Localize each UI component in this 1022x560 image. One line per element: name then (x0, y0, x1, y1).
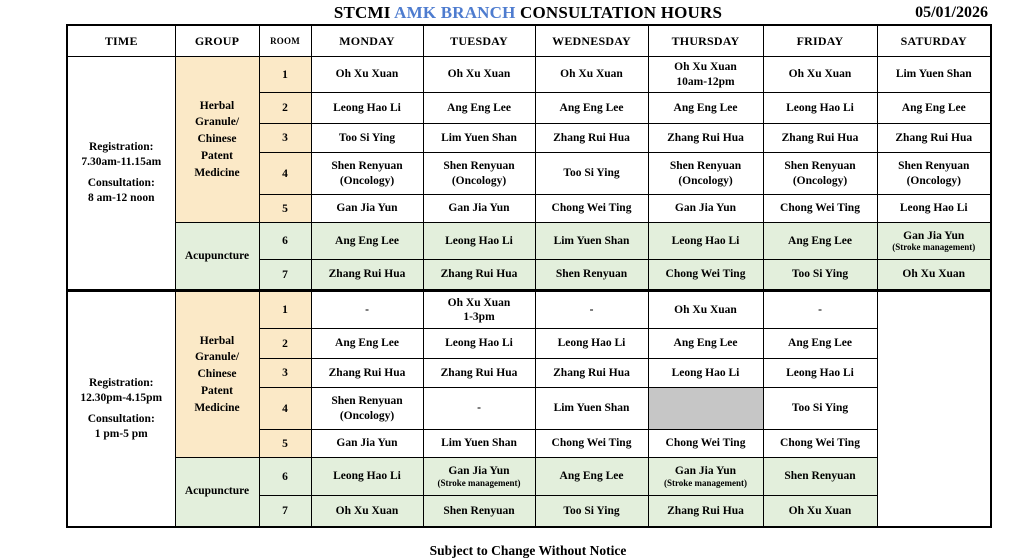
room-number: 7 (259, 260, 311, 291)
room-number: 7 (259, 496, 311, 527)
col-header-saturday: SATURDAY (877, 25, 991, 57)
schedule-cell: Zhang Rui Hua (311, 359, 423, 388)
group-acupuncture-afternoon: Acupuncture (175, 458, 259, 527)
schedule-cell: Zhang Rui Hua (423, 359, 535, 388)
room-number: 1 (259, 291, 311, 329)
schedule-cell: Oh Xu Xuan 1-3pm (423, 291, 535, 329)
schedule-cell: Shen Renyuan (Oncology) (763, 153, 877, 195)
col-header-time: TIME (67, 25, 175, 57)
schedule-cell: Oh Xu Xuan (311, 57, 423, 93)
schedule-cell: Oh Xu Xuan (423, 57, 535, 93)
schedule-cell: Oh Xu Xuan 10am-12pm (648, 57, 763, 93)
schedule-cell: Gan Jia Yun (311, 195, 423, 223)
schedule-cell: Leong Hao Li (423, 223, 535, 260)
consultation-time: 8 am-12 noon (88, 191, 155, 204)
registration-time: 7.30am-11.15am (81, 156, 162, 169)
table-row (67, 57, 991, 93)
schedule-cell: Zhang Rui Hua (423, 260, 535, 291)
footer-notice: Subject to Change Without Notice (429, 542, 627, 558)
schedule-cell: - (311, 291, 423, 329)
schedule-cell: Shen Renyuan (Oncology) (311, 153, 423, 195)
schedule-cell: Shen Renyuan (535, 260, 648, 291)
room-number: 6 (259, 458, 311, 496)
consultation-label: Consultation: (87, 412, 155, 425)
col-header-room: ROOM (259, 25, 311, 57)
table-row (67, 458, 991, 496)
schedule-cell: Shen Renyuan (423, 496, 535, 527)
schedule-cell: Zhang Rui Hua (877, 124, 991, 153)
schedule-cell: Oh Xu Xuan (763, 57, 877, 93)
schedule-cell: Lim Yuen Shan (423, 430, 535, 458)
schedule-cell: Leong Hao Li (877, 195, 991, 223)
schedule-cell: Oh Xu Xuan (763, 496, 877, 527)
time-slot-morning (67, 57, 175, 291)
registration-label: Registration: (88, 141, 154, 154)
schedule-cell: Shen Renyuan (Oncology) (311, 388, 423, 430)
schedule-cell: Ang Eng Lee (535, 93, 648, 124)
col-header-friday: FRIDAY (763, 25, 877, 57)
schedule-cell: Chong Wei Ting (763, 195, 877, 223)
schedule-cell: Oh Xu Xuan (535, 57, 648, 93)
schedule-cell: Chong Wei Ting (535, 195, 648, 223)
table-row (67, 291, 991, 329)
table-row (67, 223, 991, 260)
col-header-wednesday: WEDNESDAY (535, 25, 648, 57)
schedule-cell: - (763, 291, 877, 329)
registration-time: 12.30pm-4.15pm (80, 391, 163, 404)
schedule-cell: Gan Jia Yun (Stroke management) (423, 458, 535, 496)
room-number: 5 (259, 430, 311, 458)
consultation-hours-table (66, 24, 992, 528)
room-number: 3 (259, 359, 311, 388)
col-header-tuesday: TUESDAY (423, 25, 535, 57)
registration-label: Registration: (88, 376, 154, 389)
schedule-cell: Gan Jia Yun (311, 430, 423, 458)
schedule-cell: Zhang Rui Hua (648, 496, 763, 527)
schedule-cell: Gan Jia Yun (Stroke management) (648, 458, 763, 496)
schedule-cell: Leong Hao Li (535, 329, 648, 359)
schedule-cell: Chong Wei Ting (648, 260, 763, 291)
schedule-cell: Chong Wei Ting (535, 430, 648, 458)
title-suffix: CONSULTATION HOURS (515, 3, 723, 22)
schedule-cell: Oh Xu Xuan (877, 260, 991, 291)
room-number: 3 (259, 124, 311, 153)
schedule-cell: Oh Xu Xuan (311, 496, 423, 527)
schedule-cell: Shen Renyuan (Oncology) (423, 153, 535, 195)
schedule-cell: Gan Jia Yun (423, 195, 535, 223)
time-slot-afternoon (67, 291, 175, 527)
schedule-cell: Zhang Rui Hua (648, 124, 763, 153)
schedule-cell: Too Si Ying (535, 496, 648, 527)
room-number: 2 (259, 93, 311, 124)
group-herbal-morning: Herbal Granule/ Chinese Patent Medicine (175, 57, 259, 223)
title-branch: AMK BRANCH (394, 3, 516, 22)
schedule-cell: Too Si Ying (763, 388, 877, 430)
room-number: 4 (259, 388, 311, 430)
group-acupuncture-morning: Acupuncture (175, 223, 259, 291)
page-title (66, 2, 990, 24)
schedule-cell: Zhang Rui Hua (763, 124, 877, 153)
room-number: 2 (259, 329, 311, 359)
schedule-cell: Leong Hao Li (648, 223, 763, 260)
room-number: 4 (259, 153, 311, 195)
col-header-group: GROUP (175, 25, 259, 57)
schedule-cell: Gan Jia Yun (Stroke management) (877, 223, 991, 260)
schedule-cell: Zhang Rui Hua (535, 359, 648, 388)
schedule-cell: Leong Hao Li (423, 329, 535, 359)
saturday-afternoon-empty-cell (877, 291, 991, 527)
room-number: 5 (259, 195, 311, 223)
schedule-cell: Chong Wei Ting (648, 430, 763, 458)
schedule-cell: Leong Hao Li (648, 359, 763, 388)
schedule-cell: Ang Eng Lee (648, 329, 763, 359)
room-number: 1 (259, 57, 311, 93)
blocked-cell (648, 388, 763, 430)
schedule-cell: Ang Eng Lee (311, 329, 423, 359)
schedule-cell: Chong Wei Ting (763, 430, 877, 458)
schedule-cell: Too Si Ying (311, 124, 423, 153)
schedule-cell: Too Si Ying (763, 260, 877, 291)
schedule-cell: Lim Yuen Shan (535, 388, 648, 430)
schedule-cell: Ang Eng Lee (877, 93, 991, 124)
group-herbal-afternoon: Herbal Granule/ Chinese Patent Medicine (175, 291, 259, 458)
schedule-cell: Lim Yuen Shan (535, 223, 648, 260)
schedule-cell: - (423, 388, 535, 430)
consultation-label: Consultation: (87, 177, 155, 189)
schedule-cell: Zhang Rui Hua (535, 124, 648, 153)
schedule-cell: Zhang Rui Hua (311, 260, 423, 291)
schedule-cell: Shen Renyuan (763, 458, 877, 496)
schedule-cell: Ang Eng Lee (311, 223, 423, 260)
schedule-cell: Too Si Ying (535, 153, 648, 195)
schedule-cell: Shen Renyuan (Oncology) (648, 153, 763, 195)
consultation-time: 1 pm-5 pm (94, 427, 148, 440)
schedule-cell: Leong Hao Li (311, 93, 423, 124)
col-header-thursday: THURSDAY (648, 25, 763, 57)
schedule-cell: Shen Renyuan (Oncology) (877, 153, 991, 195)
schedule-cell: Ang Eng Lee (648, 93, 763, 124)
schedule-cell: Lim Yuen Shan (877, 57, 991, 93)
schedule-cell: Lim Yuen Shan (423, 124, 535, 153)
schedule-cell: Ang Eng Lee (763, 223, 877, 260)
schedule-cell: - (535, 291, 648, 329)
header-row (67, 25, 991, 57)
schedule-cell: Ang Eng Lee (535, 458, 648, 496)
col-header-monday: MONDAY (311, 25, 423, 57)
title-bar (66, 2, 990, 24)
schedule-cell: Leong Hao Li (763, 359, 877, 388)
schedule-date: 05/01/2026 (915, 4, 988, 21)
schedule-cell: Ang Eng Lee (763, 329, 877, 359)
schedule-cell: Ang Eng Lee (423, 93, 535, 124)
schedule-cell: Leong Hao Li (763, 93, 877, 124)
schedule-cell: Leong Hao Li (311, 458, 423, 496)
room-number: 6 (259, 223, 311, 260)
schedule-cell: Gan Jia Yun (648, 195, 763, 223)
schedule-cell: Oh Xu Xuan (648, 291, 763, 329)
title-prefix: STCMI (333, 3, 395, 22)
